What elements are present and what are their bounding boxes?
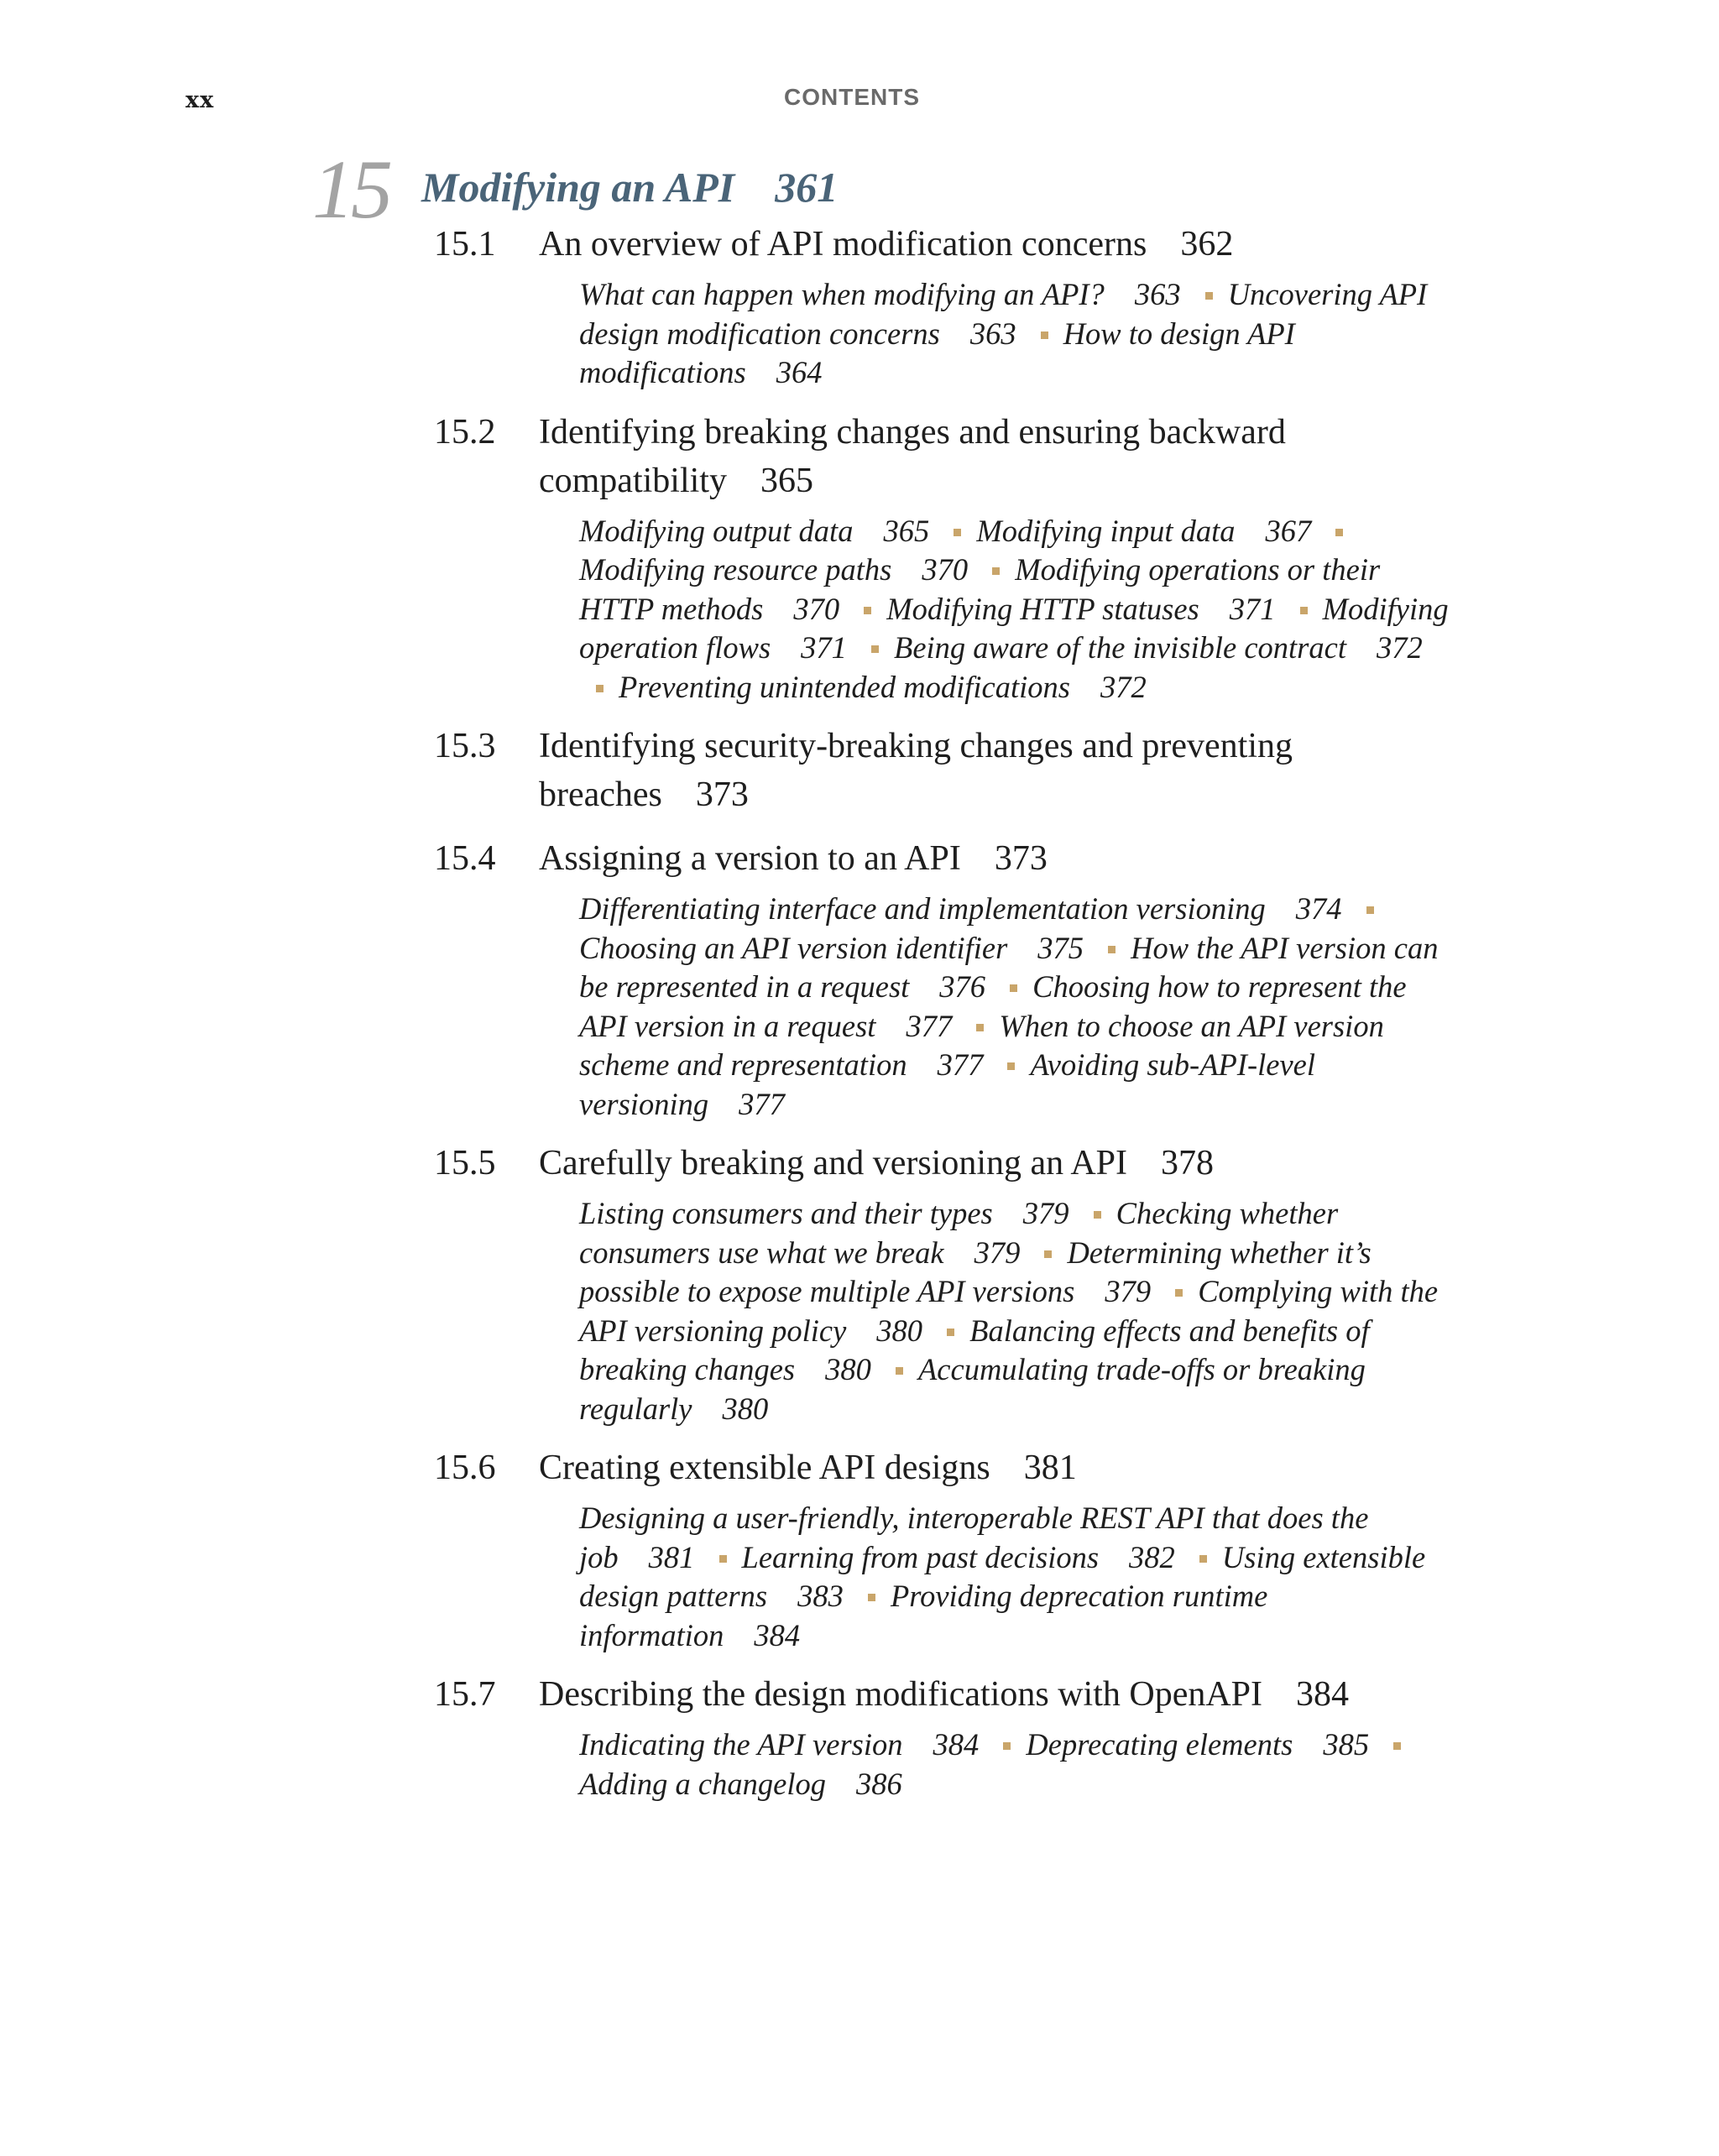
subsection-page-number: 370 (922, 552, 969, 587)
separator-bullet-icon (1205, 292, 1213, 300)
section-number: 15.7 (434, 1675, 496, 1714)
separator-bullet-icon (871, 645, 879, 653)
subsection-title: Complying with the API versioning policy (579, 1274, 1439, 1348)
section-number: 15.1 (434, 225, 496, 264)
subsection-title: Listing consumers and their types (579, 1196, 993, 1230)
subsection-title: Indicating the API version (579, 1727, 903, 1762)
subsection-list (579, 1725, 1460, 1804)
subsection-title: Adding a changelog (579, 1766, 826, 1801)
subsection-entry[interactable] (579, 552, 968, 587)
subsection-title: Balancing effects and benefits of breaking changes (579, 1313, 1370, 1386)
subsection-title: Modifying operations or their HTTP methods (579, 552, 1381, 626)
separator-bullet-icon (1366, 906, 1374, 914)
subsection-title: Using extensible design patterns (579, 1539, 1426, 1613)
subsection-title: Choosing an API version identifier (579, 930, 1008, 965)
separator-bullet-icon (1044, 1250, 1052, 1258)
subsection-page-number: 367 (1265, 513, 1312, 548)
subsection-page-number: 377 (906, 1008, 953, 1043)
section-number: 15.5 (434, 1144, 496, 1182)
subsection-list (579, 512, 1460, 707)
subsection-page-number: 381 (648, 1539, 695, 1574)
subsection-page-number: 385 (1323, 1727, 1370, 1762)
section-title: Assigning a version to an API (539, 839, 961, 878)
section-number: 15.4 (434, 839, 496, 878)
subsection-page-number: 380 (722, 1391, 769, 1426)
subsection-page-number: 363 (969, 316, 1016, 351)
running-head: CONTENTS (784, 84, 920, 110)
section-page-number: 378 (1161, 1144, 1214, 1182)
toc-section (434, 220, 1441, 393)
subsection-title: Preventing unintended modifications (619, 669, 1070, 704)
subsection-list (579, 275, 1460, 393)
subsection-entry[interactable] (886, 592, 1275, 626)
subsection-page-number: 374 (1295, 891, 1342, 926)
subsection-title: Modifying HTTP statuses (886, 591, 1199, 626)
subsection-page-number: 377 (937, 1047, 984, 1082)
subsection-entry[interactable] (579, 1196, 1068, 1230)
subsection-title: What can happen when modifying an API? (579, 277, 1105, 311)
separator-bullet-icon (719, 1555, 727, 1563)
subsection-title: Designing a user-friendly, interoperable REST API that does the job (579, 1501, 1369, 1574)
subsection-list (579, 1499, 1460, 1655)
section-entry (539, 408, 1378, 505)
subsection-page-number: 386 (855, 1766, 902, 1801)
section-title: Identifying security-breaking changes and preventing breaches (539, 727, 1293, 814)
toc-section (434, 1670, 1441, 1804)
subsection-title: Modifying output data (579, 513, 854, 548)
section-page-number: 365 (760, 461, 813, 500)
subsection-entry[interactable] (894, 630, 1423, 665)
section-heading[interactable] (434, 722, 1441, 819)
section-heading[interactable] (434, 1139, 1441, 1188)
chapter-page-number: 361 (775, 164, 839, 211)
subsection-title: Avoiding sub-API-level versioning (579, 1047, 1316, 1121)
separator-bullet-icon (596, 685, 603, 692)
separator-bullet-icon (947, 1329, 954, 1336)
section-page-number: 373 (695, 775, 749, 814)
subsection-page-number: 370 (793, 591, 840, 626)
subsection-page-number: 375 (1037, 930, 1084, 965)
section-entry (539, 1139, 1378, 1188)
section-heading[interactable] (434, 834, 1441, 883)
separator-bullet-icon (992, 567, 1000, 575)
subsection-page-number: 377 (739, 1086, 785, 1121)
subsection-page-number: 382 (1129, 1539, 1175, 1574)
subsection-entry[interactable] (619, 670, 1147, 704)
subsection-entry[interactable] (579, 277, 1181, 311)
separator-bullet-icon (1108, 946, 1116, 953)
section-entry (539, 1670, 1378, 1719)
chapter-heading[interactable] (421, 164, 838, 211)
subsection-title: Modifying input data (976, 513, 1236, 548)
section-number: 15.6 (434, 1449, 496, 1487)
subsection-page-number: 376 (939, 969, 986, 1004)
subsection-page-number: 379 (1022, 1196, 1069, 1230)
subsection-page-number: 364 (776, 355, 823, 389)
chapter-number: 15 (312, 143, 389, 236)
separator-bullet-icon (954, 529, 961, 536)
subsection-title: Being aware of the invisible contract (894, 630, 1346, 665)
section-heading[interactable] (434, 1443, 1441, 1492)
subsection-title: Modifying operation flows (579, 591, 1449, 665)
separator-bullet-icon (1003, 1742, 1011, 1750)
toc-section (434, 408, 1449, 707)
subsection-title: Determining whether it’s possible to expose multiple API versions (579, 1235, 1372, 1308)
section-entry (539, 722, 1378, 819)
subsection-entry[interactable] (579, 1767, 902, 1801)
separator-bullet-icon (1199, 1555, 1207, 1563)
subsection-page-number: 371 (1229, 591, 1276, 626)
subsection-title: Accumulating trade-offs or breaking regularly (579, 1352, 1366, 1426)
section-heading[interactable] (434, 408, 1441, 505)
section-number: 15.2 (434, 412, 496, 452)
toc-section (434, 722, 1441, 819)
subsection-page-number: 380 (825, 1352, 871, 1386)
toc-section (434, 1139, 1441, 1428)
subsection-title: Learning from past decisions (741, 1539, 1100, 1574)
page-folio: xx (185, 87, 215, 113)
separator-bullet-icon (868, 1594, 875, 1601)
chapter-title: Modifying an API (421, 164, 735, 211)
toc-section (434, 834, 1441, 1124)
toc-section (434, 1443, 1441, 1655)
separator-bullet-icon (1300, 607, 1308, 614)
section-page-number: 381 (1023, 1449, 1077, 1487)
subsection-title: Deprecating elements (1026, 1727, 1293, 1762)
subsection-entry[interactable] (579, 1727, 979, 1762)
subsection-page-number: 372 (1376, 630, 1423, 665)
section-entry (539, 1443, 1378, 1492)
subsection-entry[interactable] (742, 1540, 1175, 1574)
subsection-entry[interactable] (579, 891, 1342, 926)
subsection-page-number: 379 (1105, 1274, 1152, 1308)
subsection-page-number: 371 (801, 630, 847, 665)
subsection-entry[interactable] (976, 514, 1311, 548)
subsection-entry[interactable] (579, 931, 1084, 965)
section-page-number: 373 (994, 839, 1048, 878)
separator-bullet-icon (976, 1024, 984, 1031)
separator-bullet-icon (1007, 1062, 1015, 1070)
subsection-title: Checking whether consumers use what we break (579, 1196, 1339, 1270)
subsection-page-number: 363 (1134, 277, 1181, 311)
separator-bullet-icon (896, 1367, 903, 1375)
section-page-number: 362 (1180, 225, 1234, 264)
subsection-title: How to design API modifications (579, 316, 1295, 389)
section-heading[interactable] (434, 1670, 1441, 1719)
section-title: Carefully breaking and versioning an API (539, 1144, 1127, 1182)
subsection-title: Uncovering API design modification concerns (579, 277, 1428, 351)
section-number: 15.3 (434, 727, 496, 765)
subsection-title: Differentiating interface and implementation versioning (579, 891, 1266, 926)
subsection-title: How the API version can be represented in a request (579, 930, 1439, 1004)
section-page-number: 384 (1296, 1675, 1350, 1714)
subsection-page-number: 383 (797, 1579, 844, 1613)
subsection-page-number: 372 (1100, 669, 1147, 704)
subsection-title: When to choose an API version scheme and representation (579, 1008, 1384, 1082)
separator-bullet-icon (1335, 529, 1343, 536)
separator-bullet-icon (1094, 1211, 1101, 1219)
subsection-page-number: 384 (933, 1727, 980, 1762)
toc-sections (434, 220, 1449, 1819)
section-title: An overview of API modification concerns (539, 225, 1147, 264)
subsection-entry[interactable] (579, 514, 929, 548)
subsection-list (579, 890, 1460, 1124)
subsection-page-number: 379 (974, 1235, 1021, 1270)
separator-bullet-icon (1010, 984, 1017, 992)
subsection-title: Choosing how to represent the API version in a request (579, 969, 1407, 1043)
section-title: Identifying breaking changes and ensuring backward compatibility (539, 412, 1286, 500)
subsection-page-number: 384 (754, 1617, 801, 1652)
subsection-title: Modifying resource paths (579, 552, 892, 587)
separator-bullet-icon (1393, 1742, 1401, 1750)
subsection-entry[interactable] (1026, 1727, 1369, 1762)
subsection-page-number: 365 (883, 513, 930, 548)
subsection-page-number: 380 (876, 1313, 923, 1348)
section-title: Creating extensible API designs (539, 1449, 990, 1487)
section-heading[interactable] (434, 220, 1441, 269)
subsection-list (579, 1194, 1460, 1428)
section-entry (539, 220, 1378, 269)
separator-bullet-icon (864, 607, 871, 614)
section-title: Describing the design modifications with OpenAPI (539, 1675, 1263, 1714)
separator-bullet-icon (1041, 331, 1048, 339)
section-entry (539, 834, 1378, 883)
separator-bullet-icon (1175, 1289, 1183, 1297)
subsection-title: Providing deprecation runtime information (579, 1579, 1268, 1652)
